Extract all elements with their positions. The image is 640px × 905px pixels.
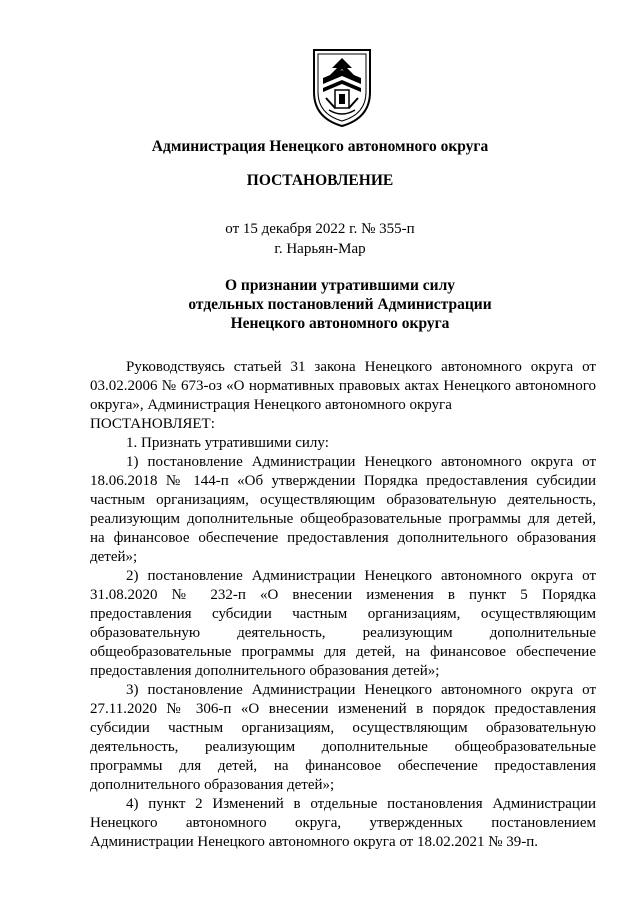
document-body bbox=[90, 358, 596, 852]
resolves-paragraph: ПОСТАНОВЛЯЕТ: bbox=[90, 416, 215, 432]
subitem-3-paragraph: 3) постановление Администрации Ненецкого автономного округа от 27.11.2020 № 306-п «О внесении изменений в порядок предоставления субсидии частным организациям, осуществляющим образовательную деятельность, реализующим дополнительные общеобразовательные программы для детей, на финансовое обеспечение предоставления дополнительного образования детей»; bbox=[90, 682, 596, 793]
intro-paragraph: Руководствуясь статьей 31 закона Ненецкого автономного округа от 03.02.2006 № 673-оз «О нормативных правовых актах Ненецкого автономного округа», Администрация Ненецкого автономного округа bbox=[90, 359, 596, 413]
title-line-3: Ненецкого автономного округа bbox=[230, 315, 450, 332]
subitem-4-paragraph: 4) пункт 2 Изменений в отдельные постановления Администрации Ненецкого автономного округа, утвержденных постановлением Администрации Ненецкого автономного округа от 18.02.2021 № 39-п. bbox=[90, 796, 596, 850]
title-line-2: отдельных постановлений Администрации bbox=[188, 296, 492, 313]
document-type: ПОСТАНОВЛЕНИЕ bbox=[246, 172, 394, 189]
item-1-paragraph: 1. Признать утратившими силу: bbox=[126, 435, 329, 451]
document-date-number: от 15 декабря 2022 г. № 355-п bbox=[225, 221, 415, 237]
title-line-1: О признании утратившими силу bbox=[224, 277, 456, 294]
subitem-1-paragraph: 1) постановление Администрации Ненецкого автономного округа от 18.06.2018 № 144-п «Об утверждении Порядка предоставления субсидии частным организациям, осуществляющим образовательную деятельность, реализующим дополнительные общеобразовательные программы для детей, на финансовое обеспечение предоставления дополнительного образования детей»; bbox=[90, 454, 596, 565]
document-title bbox=[120, 276, 560, 333]
document-city: г. Нарьян-Мар bbox=[274, 241, 366, 257]
subitem-2-paragraph: 2) постановление Администрации Ненецкого автономного округа от 31.08.2020 № 232-п «О внесении изменения в пункт 5 Порядка предоставления субсидии частным организациям, осуществляющим образовательную деятельность, реализующим дополнительные общеобразовательные программы для детей, на финансовое обеспечение предоставления дополнительного образования детей»; bbox=[90, 568, 596, 679]
organization-name: Администрация Ненецкого автономного округа bbox=[151, 138, 489, 155]
coat-of-arms-emblem bbox=[299, 44, 385, 130]
